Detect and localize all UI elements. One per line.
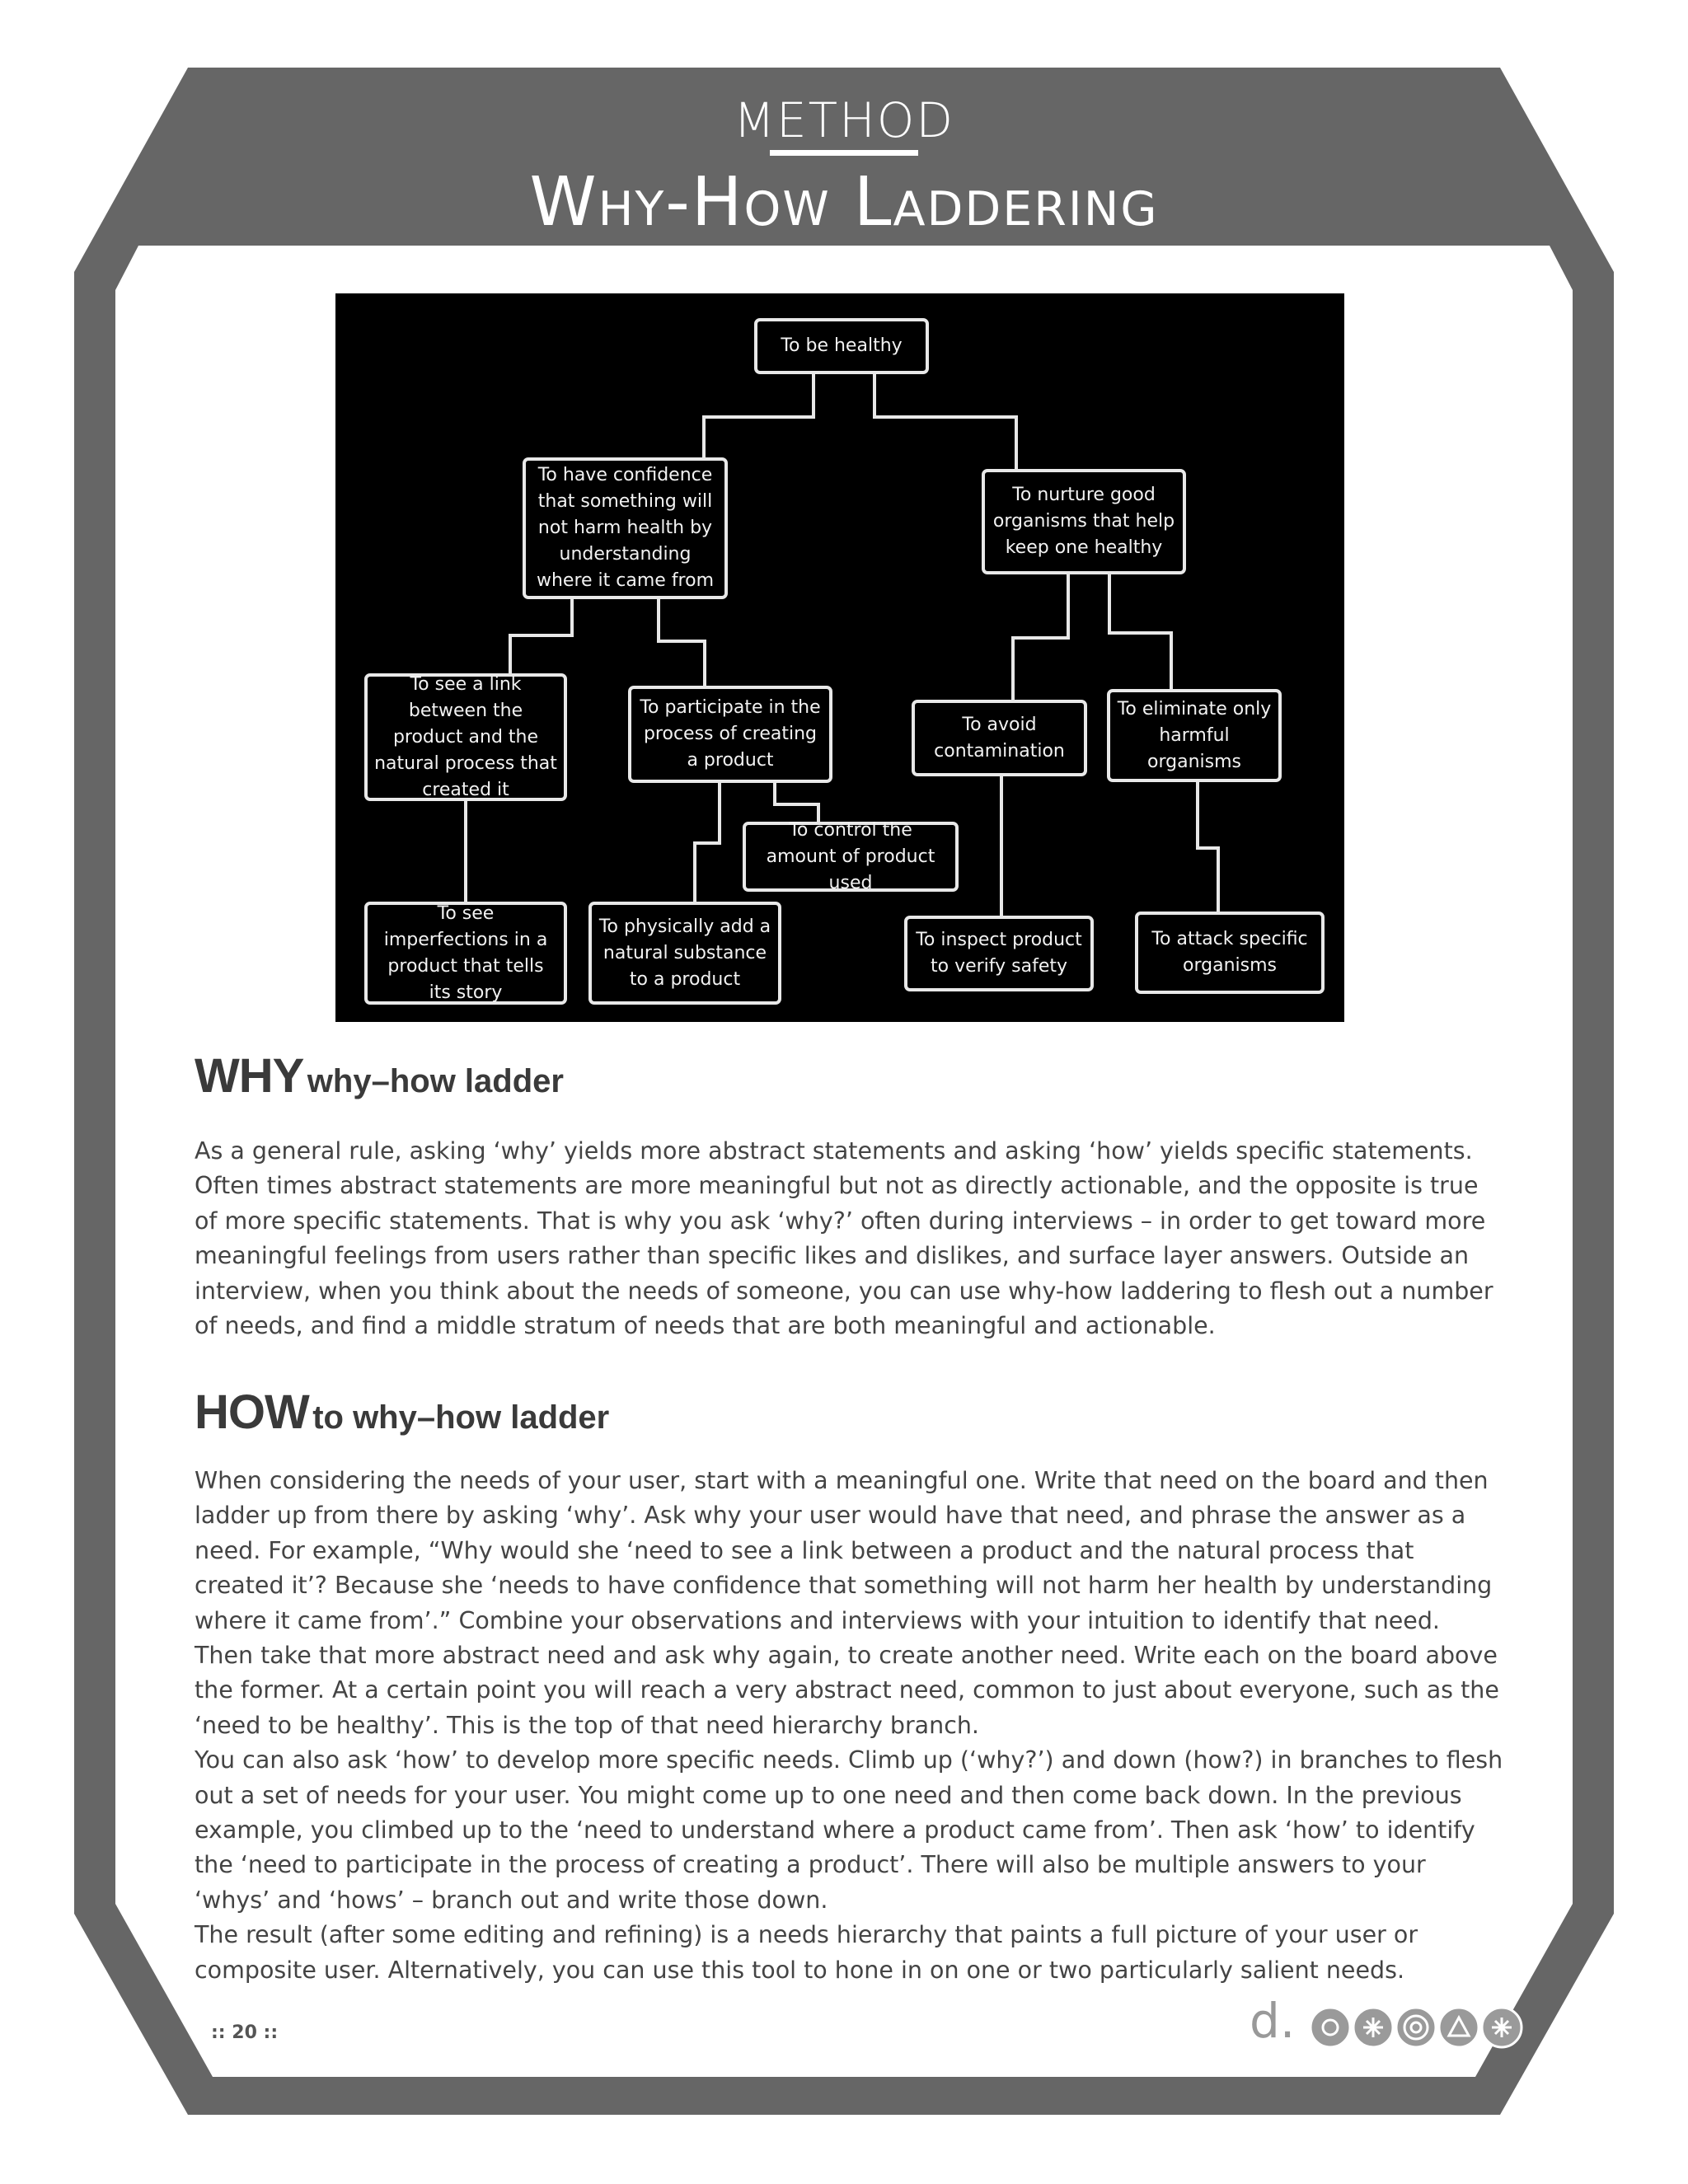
header-divider [770,150,918,156]
how-body [195,1464,1505,1988]
why-heading-small: why–how ladder [307,1063,564,1099]
brand-mode-icons [1304,1998,1551,2055]
node-be-healthy: To be healthy [754,318,929,374]
how-paragraph-2: You can also ask ‘how’ to develop more specific needs. Climb up (‘why?’) and down (how?) in branches to flesh out a set of needs for your user. You might come up to one need and then come back down. In the previous example, you climbed up to the ‘need to understand where a product came from’. Then ask ‘how’ to identify the ‘need to participate in the process of creating a product’. There will also be multiple answers to your ‘whys’ and ‘hows’ – branch out and write those down. [195,1746,1503,1914]
why-body [195,1134,1505,1343]
node-have-confidence: To have confidence that something will not harm health by understanding where it came from [523,457,728,599]
node-see-imperfections: To see imperfections in a product that tells its story [364,902,567,1005]
how-heading-small: to why–how ladder [312,1399,610,1436]
node-eliminate-harmful: To eliminate only harmful organisms [1107,689,1282,782]
node-attack-organisms: To attack specific organisms [1135,912,1325,994]
empathize-icon [1311,2008,1350,2047]
node-physically-add: To physically add a natural substance to a product [588,902,781,1005]
why-paragraph: As a general rule, asking ‘why’ yields more abstract statements and asking ‘how’ yields specific statements. Often times abstract statements are more meaningful but not as directly actionable, and the opposite is true of more specific statements. That is why you ask ‘why?’ often during interviews – in order to get toward more meaningful feelings from users rather than specific likes and dislikes, and surface layer answers. Outside an interview, when you think about the needs of someone, you can use why-how laddering to flesh out a number of needs, and find a middle stratum of needs that are both meaningful and actionable. [195,1137,1493,1340]
ideate-icon [1396,2008,1436,2047]
page-title: Why-How Laddering [529,163,1159,241]
node-participate: To participate in the process of creating a product [628,686,832,783]
node-control-amount: To control the amount of product used [743,822,959,892]
why-heading [195,1048,564,1104]
node-avoid-contamination: To avoid contamination [912,700,1087,776]
how-paragraph-3: The result (after some editing and refining) is a needs hierarchy that paints a full picture of your user or composite user. Alternatively, you can use this tool to hone in on one or two particularly salient needs. [195,1921,1418,1984]
how-paragraph-1: When considering the needs of your user, start with a meaningful one. Write that need on the board and then ladder up from there by asking ‘why’. Ask why your user would have that need, and phrase the answer as a need. For example, “Why would she ‘need to see a link between a product and the natural process that created it’? Because she ‘needs to have confidence that something will not harm her health by understanding where it came from’.” Combine your observations and interviews with your intuition to identify that need. Then take that more abstract need and ask why again, to create another need. Write each on the board above the former. At a certain point you will reach a very abstract need, common to just about everyone, such as the ‘need to be healthy’. This is the top of that need hierarchy branch. [195,1467,1499,1739]
how-heading [195,1385,609,1440]
brand-logo-text: d. [1250,1993,1296,2049]
method-label: METHOD [733,92,955,148]
page-number: :: 20 :: [211,2022,279,2043]
node-see-link: To see a link between the product and the natural process that created it [364,673,567,801]
prototype-icon [1439,2008,1479,2047]
why-heading-big: WHY [195,1049,304,1103]
node-inspect-product: To inspect product to verify safety [904,916,1094,991]
ladder-diagram [335,293,1344,1022]
node-nurture-good-organisms: To nurture good organisms that help keep one healthy [982,469,1186,574]
how-heading-big: HOW [195,1385,309,1439]
